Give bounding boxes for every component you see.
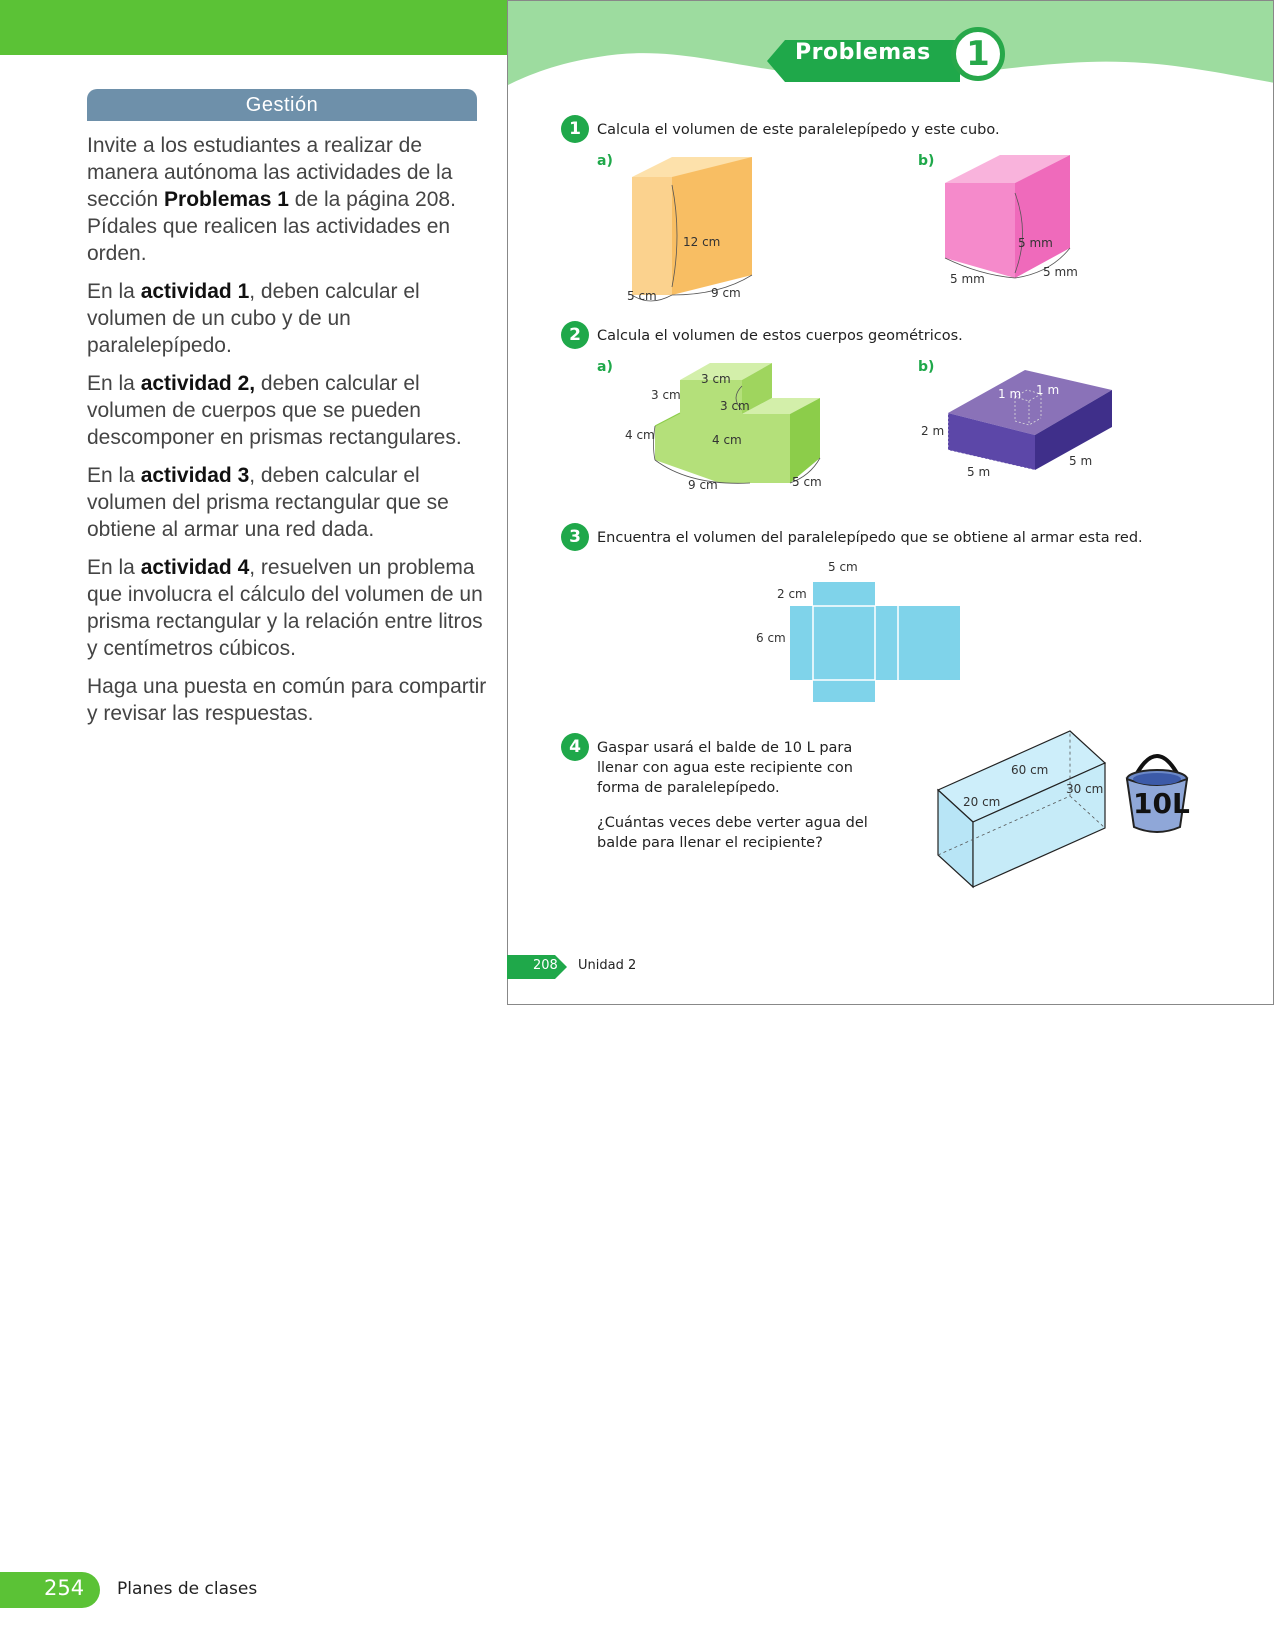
q1a-depth-label: 9 cm — [711, 286, 741, 300]
q1a-height-label: 12 cm — [683, 235, 721, 249]
orange-prism — [620, 155, 760, 305]
q3-label-flap: 2 cm — [777, 587, 807, 601]
page-number: 254 — [44, 1576, 85, 1600]
q2b-label-height: 2 m — [921, 424, 945, 438]
gestion-paragraph-6: Haga una puesta en común para compartir y revisar las respuestas. — [87, 675, 487, 725]
q4-label-width: 20 cm — [963, 795, 1001, 809]
question-1-text: Calcula el volumen de este paralelepípedo y este cubo. — [597, 122, 1000, 138]
q4-label-height: 30 cm — [1066, 782, 1104, 796]
question-4-number: 4 — [561, 733, 589, 761]
q2a-label-left: 4 cm — [625, 428, 655, 442]
question-3-number: 3 — [561, 523, 589, 551]
bucket-label: 10L — [1133, 787, 1190, 820]
inner-page-number: 208 — [533, 958, 558, 973]
q3-label-top: 5 cm — [828, 560, 858, 574]
student-page — [507, 0, 1274, 1005]
question-4-question: ¿Cuántas veces debe verter agua del balde para llenar el recipiente? — [597, 815, 868, 851]
gestion-paragraph-1: Invite a los estudiantes a realizar de manera autónoma las actividades de la sección Problemas 1 de la página 208. Pídales que realicen las actividades en orden. — [87, 134, 456, 265]
gestion-paragraph-3: En la actividad 2, deben calcular el volumen de cuerpos que se pueden descomponer en prismas rectangulares. — [87, 372, 462, 449]
q2a-label-step: 3 cm — [720, 399, 750, 413]
question-2a-label: a) — [597, 359, 613, 375]
question-2b-label: b) — [918, 359, 935, 375]
footer-label: Planes de clases — [117, 1579, 258, 1599]
question-2-text: Calcula el volumen de estos cuerpos geométricos. — [597, 328, 963, 344]
q2a-label-right: 5 cm — [792, 475, 822, 489]
gestion-paragraph-5: En la actividad 4, resuelven un problema que involucra el cálculo del volumen de un prisma rectangular y la relación entre litros y centímetros cúbicos. — [87, 556, 483, 660]
glass-container — [935, 728, 1110, 890]
q3-label-side: 6 cm — [756, 631, 786, 645]
pink-cube — [940, 153, 1075, 283]
question-1b-label: b) — [918, 153, 935, 169]
q2a-label-bottom: 9 cm — [688, 478, 718, 492]
q2b-label-hole-1: 1 m — [998, 387, 1022, 401]
q2a-label-left-top: 3 cm — [651, 388, 681, 402]
q2b-label-hole-2: 1 m — [1036, 383, 1060, 397]
q2b-label-front: 5 m — [967, 465, 991, 479]
q1a-width-label: 5 cm — [627, 289, 657, 303]
question-4-text: Gaspar usará el balde de 10 L para llenar con agua este recipiente con forma de paralelepípedo. — [597, 740, 853, 796]
gestion-paragraph-2: En la actividad 1, deben calcular el volumen de un cubo y de un paralelepípedo. — [87, 280, 420, 357]
q2a-label-mid: 4 cm — [712, 433, 742, 447]
prism-net — [788, 580, 963, 705]
q1b-depth-label: 5 mm — [1043, 265, 1078, 279]
top-green-bar — [0, 0, 508, 55]
green-step-solid — [650, 358, 825, 488]
q4-label-length: 60 cm — [1011, 763, 1049, 777]
gestion-text — [87, 132, 487, 738]
question-2-number: 2 — [561, 321, 589, 349]
question-1-number: 1 — [561, 115, 589, 143]
section-number: 1 — [951, 27, 1005, 81]
q1b-width-label: 5 mm — [950, 272, 985, 286]
q1b-height-label: 5 mm — [1018, 236, 1053, 250]
q2b-label-side: 5 m — [1069, 454, 1093, 468]
gestion-paragraph-4: En la actividad 3, deben calcular el volumen del prisma rectangular que se obtiene al armar una red dada. — [87, 464, 449, 541]
inner-page-unit: Unidad 2 — [578, 958, 637, 973]
question-1a-label: a) — [597, 153, 613, 169]
section-title: Problemas — [795, 40, 931, 65]
q2a-label-top: 3 cm — [701, 372, 731, 386]
gestion-header: Gestión — [87, 89, 477, 121]
question-3-text: Encuentra el volumen del paralelepípedo que se obtiene al armar esta red. — [597, 530, 1143, 546]
